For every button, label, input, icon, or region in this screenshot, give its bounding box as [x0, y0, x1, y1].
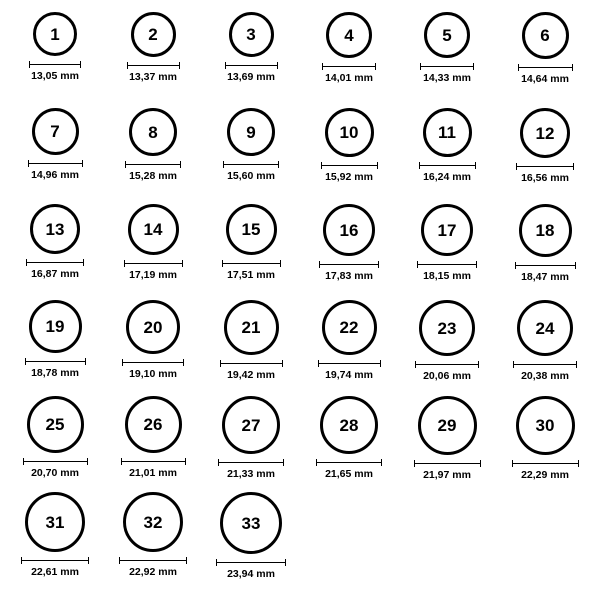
diameter-measure-bar: [414, 460, 481, 467]
ring-size-cell: [300, 12, 398, 108]
ring-circle: [27, 396, 84, 453]
measure-tick-left: [127, 62, 128, 69]
diameter-measure-bar: [28, 160, 83, 167]
diameter-measure-bar: [319, 261, 379, 268]
ring-circle: [30, 204, 80, 254]
measure-line: [516, 166, 574, 167]
ring-size-cell: [496, 204, 594, 300]
measure-tick-right: [183, 359, 184, 366]
diameter-label: 16,56 mm: [521, 172, 569, 184]
diameter-label: 21,97 mm: [423, 469, 471, 481]
ring-circle: [123, 492, 183, 552]
ring-circle: [227, 108, 275, 156]
diameter-measure-bar: [322, 63, 376, 70]
ring-size-number: 33: [241, 513, 261, 533]
ring-size-cell: [6, 108, 104, 204]
measure-tick-right: [380, 360, 381, 367]
measure-tick-left: [216, 559, 217, 566]
ring-circle: [517, 300, 573, 356]
ring-size-number: 3: [246, 25, 256, 44]
ring-circle: [516, 396, 575, 455]
ring-size-cell: [202, 108, 300, 204]
measure-tick-left: [518, 64, 519, 71]
measure-tick-right: [476, 261, 477, 268]
ring-circle: [326, 12, 372, 58]
ring-size-number: 9: [246, 122, 256, 142]
diameter-label: 22,92 mm: [129, 566, 177, 578]
ring-size-cell: [104, 204, 202, 300]
diameter-label: 20,70 mm: [31, 467, 79, 479]
measure-tick-right: [186, 557, 187, 564]
ring-circle: [419, 300, 475, 356]
diameter-label: 22,29 mm: [521, 469, 569, 481]
ring-size-number: 23: [437, 318, 457, 338]
measure-tick-left: [125, 161, 126, 168]
measure-line: [222, 263, 281, 264]
ring-circle: [220, 492, 282, 554]
measure-tick-left: [26, 259, 27, 266]
ring-size-cell: [300, 396, 398, 492]
ring-size-number: 18: [535, 221, 555, 240]
diameter-measure-bar: [21, 557, 89, 564]
measure-line: [26, 262, 84, 263]
measure-tick-right: [578, 460, 579, 467]
measure-tick-left: [121, 458, 122, 465]
ring-size-cell: [300, 204, 398, 300]
measure-line: [512, 463, 579, 464]
measure-tick-right: [182, 260, 183, 267]
measure-tick-left: [222, 260, 223, 267]
measure-line: [223, 164, 279, 165]
ring-circle: [520, 108, 570, 158]
ring-size-cell: [104, 492, 202, 588]
ring-circle: [229, 12, 274, 57]
diameter-measure-bar: [125, 161, 181, 168]
measure-line: [417, 264, 477, 265]
measure-tick-right: [180, 161, 181, 168]
measure-line: [316, 462, 382, 463]
ring-circle: [125, 396, 182, 453]
ring-size-cell: [104, 300, 202, 396]
measure-line: [28, 163, 83, 164]
measure-tick-left: [122, 359, 123, 366]
measure-line: [124, 263, 183, 264]
measure-tick-right: [377, 162, 378, 169]
diameter-measure-bar: [223, 161, 279, 168]
diameter-measure-bar: [518, 64, 573, 71]
measure-tick-left: [225, 62, 226, 69]
ring-circle: [322, 300, 377, 355]
measure-tick-left: [124, 260, 125, 267]
measure-line: [216, 562, 286, 563]
measure-tick-right: [82, 160, 83, 167]
diameter-measure-bar: [225, 62, 278, 69]
measure-tick-left: [513, 361, 514, 368]
ring-size-number: 27: [241, 415, 261, 435]
ring-size-cell: [202, 300, 300, 396]
ring-size-cell: [202, 12, 300, 108]
diameter-label: 14,01 mm: [325, 72, 373, 84]
measure-tick-left: [414, 460, 415, 467]
measure-tick-right: [282, 360, 283, 367]
measure-line: [225, 65, 278, 66]
measure-line: [127, 65, 180, 66]
measure-tick-right: [573, 163, 574, 170]
measure-tick-right: [179, 62, 180, 69]
diameter-label: 17,19 mm: [129, 269, 177, 281]
diameter-measure-bar: [216, 559, 286, 566]
diameter-measure-bar: [512, 460, 579, 467]
measure-line: [122, 362, 184, 363]
ring-circle: [423, 108, 472, 157]
ring-size-cell: [202, 492, 300, 588]
ring-circle: [222, 396, 280, 454]
ring-size-number: 8: [148, 122, 158, 142]
measure-line: [125, 164, 181, 165]
measure-tick-left: [321, 162, 322, 169]
ring-size-cell: [6, 204, 104, 300]
measure-tick-left: [25, 358, 26, 365]
ring-size-number: 25: [45, 415, 65, 434]
measure-line: [319, 264, 379, 265]
diameter-measure-bar: [419, 162, 476, 169]
ring-circle: [421, 204, 473, 256]
measure-tick-left: [316, 459, 317, 466]
ring-size-cell: [496, 108, 594, 204]
measure-line: [415, 364, 479, 365]
ring-size-number: 15: [241, 220, 261, 239]
diameter-measure-bar: [516, 163, 574, 170]
measure-tick-right: [185, 458, 186, 465]
ring-size-cell: [6, 300, 104, 396]
diameter-measure-bar: [26, 259, 84, 266]
ring-size-cell: [300, 300, 398, 396]
measure-tick-right: [572, 64, 573, 71]
diameter-measure-bar: [218, 459, 284, 466]
ring-circle: [33, 12, 77, 56]
measure-tick-right: [85, 358, 86, 365]
diameter-label: 15,28 mm: [129, 170, 177, 182]
measure-tick-left: [29, 61, 30, 68]
ring-size-grid: [6, 12, 594, 588]
ring-size-number: 30: [535, 416, 555, 435]
ring-size-cell: [496, 12, 594, 108]
diameter-label: 14,96 mm: [31, 169, 79, 181]
diameter-label: 13,37 mm: [129, 71, 177, 83]
measure-line: [25, 361, 86, 362]
ring-size-number: 19: [45, 317, 65, 336]
measure-tick-right: [475, 162, 476, 169]
diameter-measure-bar: [121, 458, 186, 465]
ring-circle: [424, 12, 470, 58]
measure-tick-right: [576, 361, 577, 368]
ring-circle: [32, 108, 79, 155]
diameter-label: 18,78 mm: [31, 367, 79, 379]
ring-circle: [129, 108, 177, 156]
ring-circle: [519, 204, 572, 257]
measure-tick-right: [375, 63, 376, 70]
ring-size-cell: [104, 396, 202, 492]
measure-tick-left: [119, 557, 120, 564]
ring-size-cell: [6, 492, 104, 588]
diameter-measure-bar: [415, 361, 479, 368]
measure-line: [321, 165, 378, 166]
ring-size-number: 5: [442, 25, 452, 45]
measure-tick-left: [420, 63, 421, 70]
ring-circle: [325, 108, 374, 157]
diameter-measure-bar: [513, 361, 577, 368]
measure-tick-left: [28, 160, 29, 167]
measure-line: [29, 64, 81, 65]
diameter-measure-bar: [318, 360, 381, 367]
measure-tick-right: [280, 260, 281, 267]
ring-size-number: 13: [45, 219, 65, 239]
ring-size-cell: [398, 204, 496, 300]
measure-tick-left: [23, 458, 24, 465]
ring-size-number: 16: [339, 220, 359, 240]
diameter-label: 15,60 mm: [227, 170, 275, 182]
diameter-label: 14,64 mm: [521, 73, 569, 85]
ring-size-number: 10: [339, 123, 359, 142]
measure-line: [518, 67, 573, 68]
ring-size-number: 14: [143, 220, 163, 239]
ring-size-cell: [202, 396, 300, 492]
ring-circle: [320, 396, 378, 454]
ring-size-number: 17: [437, 220, 457, 240]
diameter-measure-bar: [127, 62, 180, 69]
diameter-label: 16,87 mm: [31, 268, 79, 280]
diameter-label: 23,94 mm: [227, 568, 275, 580]
diameter-label: 20,06 mm: [423, 370, 471, 382]
measure-tick-left: [21, 557, 22, 564]
measure-line: [515, 265, 576, 266]
measure-line: [322, 66, 376, 67]
ring-size-number: 26: [143, 415, 163, 434]
measure-tick-right: [278, 161, 279, 168]
diameter-label: 16,24 mm: [423, 171, 471, 183]
ring-circle: [131, 12, 176, 57]
ring-size-number: 21: [241, 318, 261, 337]
measure-tick-left: [218, 459, 219, 466]
measure-line: [419, 165, 476, 166]
measure-tick-left: [512, 460, 513, 467]
ring-size-cell: [202, 204, 300, 300]
measure-tick-right: [277, 62, 278, 69]
measure-line: [513, 364, 577, 365]
measure-tick-left: [516, 163, 517, 170]
ring-circle: [323, 204, 375, 256]
ring-size-number: 1: [50, 24, 60, 44]
ring-size-number: 12: [535, 123, 555, 143]
ring-size-cell: [104, 108, 202, 204]
ring-circle: [224, 300, 279, 355]
ring-size-cell: [398, 396, 496, 492]
diameter-measure-bar: [222, 260, 281, 267]
measure-line: [119, 560, 187, 561]
ring-size-cell: [398, 12, 496, 108]
diameter-label: 22,61 mm: [31, 566, 79, 578]
diameter-label: 19,42 mm: [227, 369, 275, 381]
diameter-measure-bar: [119, 557, 187, 564]
measure-line: [23, 461, 88, 462]
diameter-label: 21,65 mm: [325, 468, 373, 480]
diameter-label: 20,38 mm: [521, 370, 569, 382]
measure-line: [420, 66, 474, 67]
ring-size-number: 11: [438, 123, 456, 142]
diameter-measure-bar: [420, 63, 474, 70]
ring-size-number: 6: [540, 26, 550, 45]
ring-size-number: 4: [344, 25, 354, 45]
diameter-measure-bar: [316, 459, 382, 466]
ring-circle: [418, 396, 477, 455]
ring-size-cell: [496, 300, 594, 396]
ring-size-number: 31: [45, 512, 65, 532]
ring-size-number: 28: [339, 415, 359, 435]
ring-size-cell: [398, 300, 496, 396]
measure-tick-right: [80, 61, 81, 68]
diameter-label: 17,51 mm: [227, 269, 275, 281]
measure-tick-right: [285, 559, 286, 566]
diameter-measure-bar: [23, 458, 88, 465]
ring-size-number: 20: [143, 317, 163, 337]
measure-tick-right: [473, 63, 474, 70]
measure-tick-left: [417, 261, 418, 268]
diameter-measure-bar: [321, 162, 378, 169]
diameter-label: 13,69 mm: [227, 71, 275, 83]
measure-tick-left: [415, 361, 416, 368]
ring-size-number: 7: [50, 122, 60, 141]
ring-size-cell: [398, 108, 496, 204]
ring-size-number: 24: [535, 318, 555, 338]
measure-tick-right: [480, 460, 481, 467]
diameter-measure-bar: [220, 360, 283, 367]
ring-size-number: 2: [148, 25, 158, 44]
diameter-measure-bar: [417, 261, 477, 268]
measure-tick-right: [575, 262, 576, 269]
measure-line: [121, 461, 186, 462]
ring-size-cell: [300, 108, 398, 204]
measure-tick-left: [220, 360, 221, 367]
ring-circle: [128, 204, 179, 255]
ring-size-cell: [6, 12, 104, 108]
ring-circle: [522, 12, 569, 59]
ring-circle: [226, 204, 277, 255]
diameter-label: 18,15 mm: [423, 270, 471, 282]
measure-tick-left: [419, 162, 420, 169]
measure-tick-right: [87, 458, 88, 465]
diameter-measure-bar: [25, 358, 86, 365]
diameter-label: 15,92 mm: [325, 171, 373, 183]
measure-tick-left: [318, 360, 319, 367]
measure-tick-right: [378, 261, 379, 268]
diameter-measure-bar: [29, 61, 81, 68]
measure-tick-left: [223, 161, 224, 168]
measure-line: [218, 462, 284, 463]
ring-size-number: 32: [143, 512, 163, 532]
diameter-label: 13,05 mm: [31, 70, 79, 82]
diameter-measure-bar: [124, 260, 183, 267]
measure-tick-left: [515, 262, 516, 269]
diameter-label: 21,01 mm: [129, 467, 177, 479]
ring-circle: [29, 300, 82, 353]
measure-line: [220, 363, 283, 364]
ring-circle: [25, 492, 85, 552]
diameter-label: 21,33 mm: [227, 468, 275, 480]
measure-tick-right: [478, 361, 479, 368]
measure-tick-right: [88, 557, 89, 564]
diameter-label: 19,10 mm: [129, 368, 177, 380]
measure-line: [21, 560, 89, 561]
measure-tick-right: [83, 259, 84, 266]
measure-tick-right: [381, 459, 382, 466]
ring-size-number: 22: [339, 318, 359, 337]
diameter-label: 18,47 mm: [521, 271, 569, 283]
measure-tick-left: [319, 261, 320, 268]
measure-tick-left: [322, 63, 323, 70]
diameter-label: 14,33 mm: [423, 72, 471, 84]
ring-size-cell: [6, 396, 104, 492]
diameter-measure-bar: [515, 262, 576, 269]
diameter-label: 17,83 mm: [325, 270, 373, 282]
ring-size-cell: [104, 12, 202, 108]
diameter-measure-bar: [122, 359, 184, 366]
ring-size-number: 29: [437, 416, 457, 435]
ring-size-cell: [496, 396, 594, 492]
ring-circle: [126, 300, 180, 354]
measure-line: [318, 363, 381, 364]
diameter-label: 19,74 mm: [325, 369, 373, 381]
measure-line: [414, 463, 481, 464]
measure-tick-right: [283, 459, 284, 466]
